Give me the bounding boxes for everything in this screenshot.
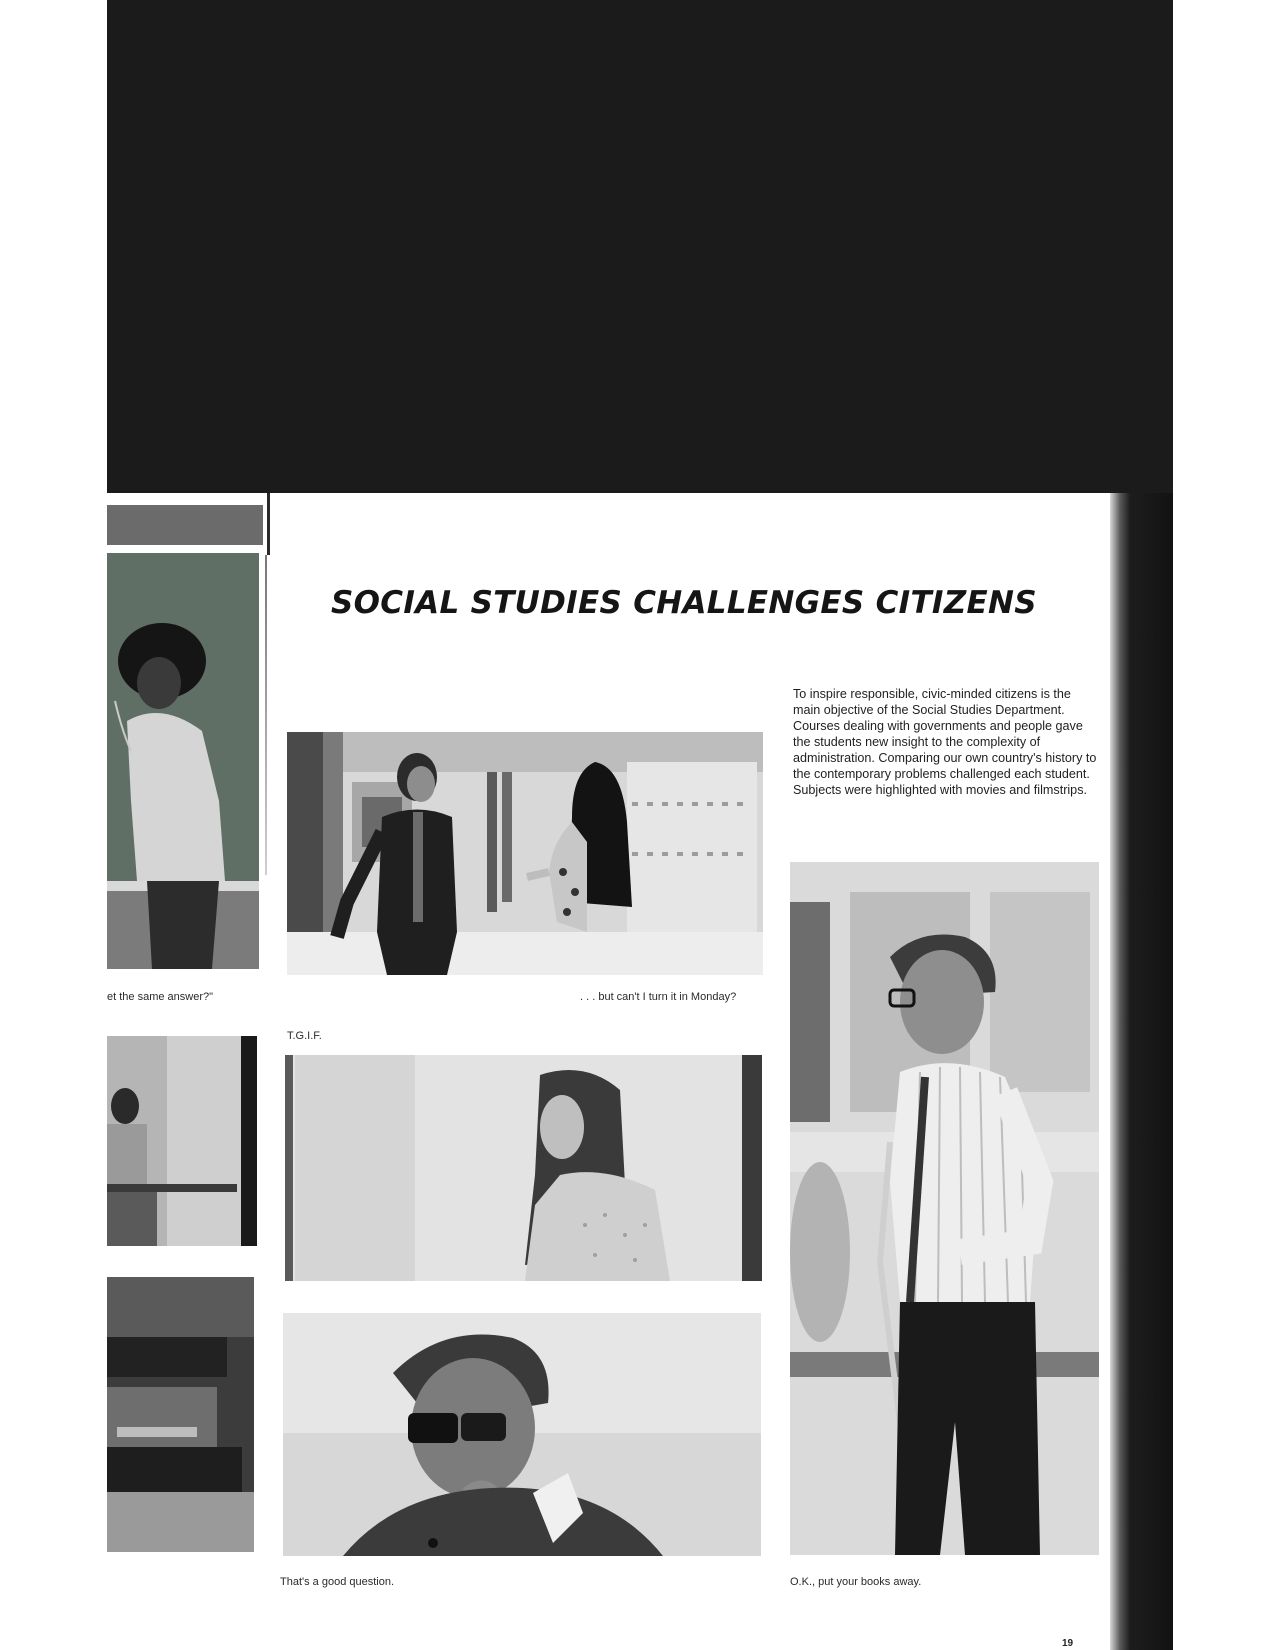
caption-tgif: T.G.I.F. bbox=[287, 1030, 322, 1042]
photo-man-thinking bbox=[283, 1313, 761, 1556]
page-gutter-shadow bbox=[265, 555, 267, 875]
photo-hallway-image bbox=[287, 732, 763, 975]
photo-teacher-standing bbox=[790, 862, 1099, 1555]
body-paragraph: To inspire responsible, civic-minded citizens is the main objective of the Social Studies Department. Courses dealing with governments and people gave the students new insight to the complexity of administration. Comparing our own country's history to the contemporary problems challenged each student. Subjects were highlighted with movies and filmstrips. bbox=[793, 687, 1097, 797]
photo-woman-long-hair-image bbox=[285, 1055, 762, 1281]
dark-scan-area-right bbox=[1110, 493, 1173, 1650]
dark-scan-area-top bbox=[107, 0, 1173, 493]
photo-left-typewriters bbox=[107, 1277, 254, 1552]
photo-left-teacher-at-chalkboard bbox=[107, 501, 263, 969]
page-number: 19 bbox=[1062, 1638, 1074, 1649]
caption-books-away: O.K., put your books away. bbox=[790, 1576, 922, 1588]
photo-woman-long-hair bbox=[285, 1055, 762, 1281]
caption-hallway: . . . but can't I turn it in Monday? bbox=[580, 991, 737, 1003]
photo-teacher-standing-image bbox=[790, 862, 1099, 1555]
caption-good-question: That's a good question. bbox=[280, 1576, 395, 1588]
caption-left-fragment: et the same answer?" bbox=[107, 991, 214, 1003]
photo-hallway-teacher-and-student bbox=[287, 732, 763, 975]
photo-left-typewriters-image bbox=[107, 1277, 254, 1552]
photo-left-student-at-desk bbox=[107, 1036, 257, 1246]
photo-left-teacher-at-chalkboard-image bbox=[107, 501, 263, 969]
photo-man-thinking-image bbox=[283, 1313, 761, 1556]
photo-left-student-at-desk-image bbox=[107, 1036, 257, 1246]
page-gutter bbox=[267, 493, 270, 555]
page-title: SOCIAL STUDIES CHALLENGES CITIZENS bbox=[331, 585, 1037, 621]
